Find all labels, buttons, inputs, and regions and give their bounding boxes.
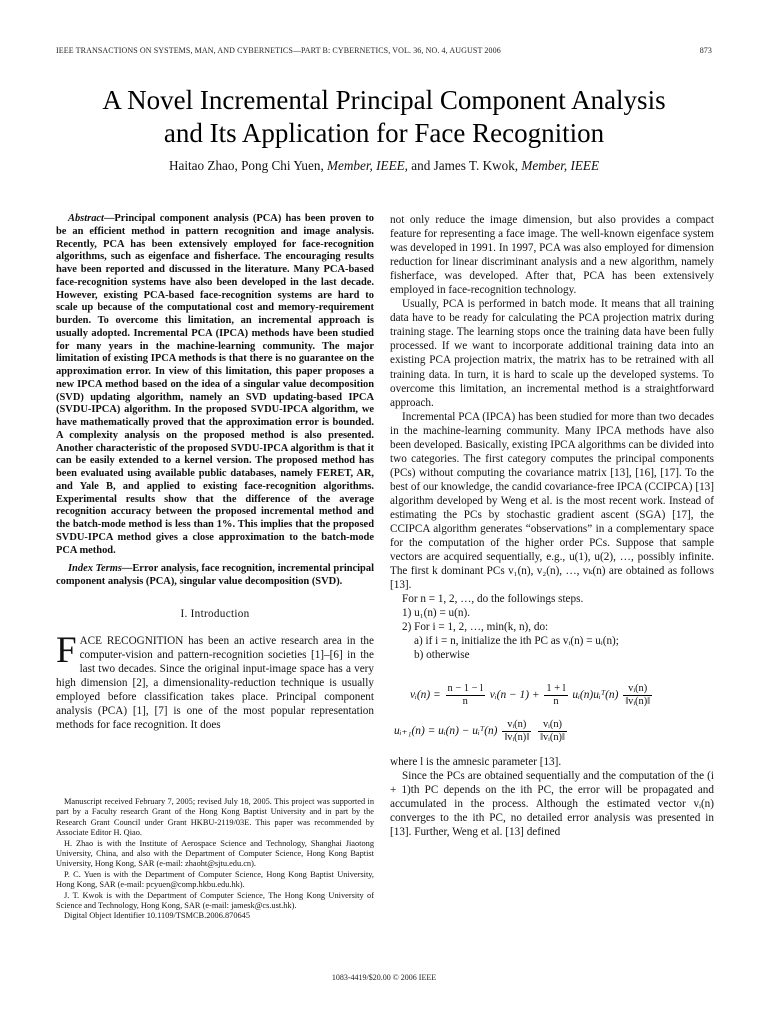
eq2-fraction-1 (502, 719, 531, 744)
section-heading-introduction: I. Introduction (180, 607, 250, 620)
footnote-author-kwok: J. T. Kwok is with the Department of Computer Science, The Hong Kong University of Science and Technology, Hong Kong, SAR (e-mail: jamesk@cs.ust.hk). (56, 890, 374, 911)
algorithm-step-2a: a) if i = n, initialize the ith PC as vᵢ(n) = uᵢ(n); (414, 635, 619, 648)
algorithm-step-1: 1) u₁(n) = u(n). (402, 607, 470, 620)
page-number: 873 (699, 46, 712, 55)
eq2-f1-num: vᵢ(n) (502, 719, 531, 732)
eq2-f2-num: vᵢ(n) (538, 719, 567, 732)
intro-first-words: ACE RECOGNITION (79, 634, 184, 647)
eq1-tail: uᵢ(n)uᵢᵀ(n) (572, 688, 619, 701)
journal-header: IEEE TRANSACTIONS ON SYSTEMS, MAN, AND CYBERNETICS—PART B: CYBERNETICS, VOL. 36, NO. 4, AUGUST 2006 (56, 46, 501, 55)
eq2-fraction-2 (538, 719, 567, 744)
footnote-author-yuen: P. C. Yuen is with the Department of Computer Science, Hong Kong Baptist University, Hong Kong, SAR (e-mail: pcyuen@comp.hkbu.edu.hk). (56, 869, 374, 890)
index-terms (56, 563, 374, 589)
abstract-label: Abstract (68, 213, 104, 224)
author-2: and James T. Kwok, (411, 158, 519, 173)
eq2-lhs: uᵢ₊₁(n) = uᵢ(n) − uᵢᵀ(n) (394, 724, 498, 737)
footnote-manuscript: Manuscript received February 7, 2005; revised July 18, 2005. This project was supported in part by a Faculty research Grant of the Hong Kong Baptist University and in part by the Research Grant Council under Grant HKBU-2119/03E. This paper was recommended by Associate Editor H. Qiao. (56, 797, 374, 838)
left-column (56, 213, 374, 732)
algorithm-step-2: 2) For i = 1, 2, …, min(k, n), do: (402, 621, 549, 634)
equation-update-v (410, 683, 654, 708)
index-terms-text: —Error analysis, face recognition, incremental principal component analysis (PCA), singular value decomposition (SVD). (56, 563, 374, 587)
eq1-fraction-3 (623, 683, 652, 708)
paragraph: not only reduce the image dimension, but also provides a compact feature for representing a face image. The well-known eigenface system was developed in 1991. In 1997, PCA was also employed for dimension reduction for linear discriminant analysis and a new algorithm, namely fisherface, was developed. After that, PCA has been extensively employed in face-recognition technology. (390, 214, 714, 297)
paragraph: For n = 1, 2, …, do the followings steps. (402, 593, 584, 606)
title-line-2: and Its Application for Face Recognition (163, 118, 605, 148)
paragraph: where l is the amnesic parameter [13]. (390, 755, 562, 768)
right-column (390, 213, 714, 839)
drop-cap: F (56, 629, 77, 671)
abstract-text: —Principal component analysis (PCA) has been proven to be an efficient method in pattern recognition and image analysis. Recently, PCA has been extensively employed for face-recognition algorithms, such as eigenface and fisherface. The encouraging results have been reported and discussed in the literature. Many PCA-based face-recognition systems have also been developed in the last decade. However, existing PCA-based face-recognition systems are hard to scale up because of the computational cost and memory-requirement burden. To overcome this limitation, an incremental approach is usually adopted. Incremental PCA (IPCA) methods have been studied for many years in the machine-learning community. The major limitation of existing IPCA methods is that there is no guarantee on the approximation error. In view of this limitation, this paper proposes a new IPCA method based on the idea of a singular value decomposition (SVD) updating algorithm, namely an SVD updating-based IPCA (SVDU-IPCA) algorithm. In the proposed SVDU-IPCA algorithm, we have mathematically proved that the approximation error is bounded. A complexity analysis on the proposed method is also presented. Another characteristic of the proposed SVDU-IPCA algorithm is that it can be easily extended to a kernel version. The proposed method has been evaluated using available public databases, namely FERET, AR, and Yale B, and applied to existing face-recognition algorithms. Experimental results show that the difference of the average recognition accuracy between the proposed incremental method and the batch-mode method is less than 1%. This implies that the proposed SVDU-IPCA method gives a close approximation to the batch-mode PCA method. (56, 213, 374, 556)
copyright-footer: 1083-4419/$20.00 © 2006 IEEE (331, 973, 437, 982)
footnote-author-zhao: H. Zhao is with the Institute of Aerospace Science and Technology, Shanghai Jiaotong University, China, and also with the Department of Computer Science, Hong Kong Baptist University, Hong Kong, SAR (e-mail: zhaoht@sjtu.edu.cn). (56, 838, 374, 869)
paragraph: Incremental PCA (IPCA) has been studied for more than two decades in the machine-learning community. Many IPCA methods have also been developed. Basically, existing IPCA algorithms can be divided into two categories. The first category computes the principal components (PCs) without computing the covariance matrix [13], [16], [17]. To the best of our knowledge, the candid covariance-free IPCA (CCIPCA) [13] algorithm developed by Weng et al. is the most recent work. Instead of estimating the PCs by stochastic gradient ascent (SGA) [17], the CCIPCA algorithm generates “observations” in a complementary space for the computation of the higher order PCs. Suppose that sample vectors are acquired sequentially, e.g., u(1), u(2), …, possibly infinite. The first k dominant PCs v₁(n), v₂(n), …, vₖ(n) are obtained as follows [13]. (390, 410, 714, 592)
eq1-lhs: vᵢ(n) = (410, 688, 441, 701)
paragraph: Since the PCs are obtained sequentially and the computation of the (i + 1)th PC depends on the ith PC, the error will be propagated and accumulated in the process. Although the estimated vector vᵢ(n) converges to the ith PC, no detailed error analysis was presented in [13]. Further, Weng et al. [13] defined (390, 769, 714, 838)
eq1-f1-den: n (462, 695, 468, 707)
author-1-role: Member, IEEE, (327, 158, 408, 173)
intro-text: has been an active research area in the computer-vision and pattern-recognition societies [1]–[6] in the last two decades. Since the original input-image space has a very high dimension [2], a dimensionality-reduction technique is usually employed before classification takes place. Principal component analysis (PCA) [1], [7] is one of the most popular representation methods for face recognition. It does (56, 634, 374, 732)
introduction-paragraph (56, 629, 374, 732)
eq1-fraction-1 (446, 683, 485, 708)
eq2-f2-den: ‖vᵢ(n)‖ (540, 731, 565, 743)
eq1-f3-den: ‖vᵢ(n)‖ (625, 695, 651, 707)
running-head (56, 46, 712, 55)
author-list (0, 158, 768, 174)
eq2-f1-den: ‖vᵢ(n)‖ (504, 731, 530, 743)
equation-update-u (394, 719, 569, 744)
eq1-f2-num: 1 + l (546, 682, 566, 694)
equation-block (390, 683, 714, 745)
title-line-1: A Novel Incremental Principal Component Analysis (102, 85, 666, 115)
eq1-mid: vᵢ(n − 1) + (489, 688, 540, 701)
index-terms-label: Index Terms (68, 563, 122, 575)
footnote-doi: Digital Object Identifier 10.1109/TSMCB.2006.870645 (64, 911, 251, 921)
first-page-footnote (56, 797, 374, 922)
eq1-fraction-2 (544, 683, 567, 708)
paper-title (0, 84, 768, 150)
algorithm-step-2b: b) otherwise (414, 649, 470, 662)
eq1-f1-num: n − 1 − l (447, 682, 483, 694)
author-2-role: Member, IEEE (521, 158, 600, 173)
eq1-f2-den: n (553, 695, 559, 707)
paragraph: Usually, PCA is performed in batch mode. It means that all training data have to be ready for calculating the PCA projection matrix during training stage. The learning stops once the training data have been fully processed. If we want to incorporate additional training data into an existing PCA projection matrix, the matrix has to be retrained with all training data. In turn, it is hard to scale up the developed systems. To overcome this limitation, an incremental method is a straightforward approach. (390, 298, 714, 409)
abstract (56, 213, 374, 557)
eq1-f3-num: vᵢ(n) (623, 683, 652, 696)
author-1: Haitao Zhao, Pong Chi Yuen, (168, 158, 324, 173)
